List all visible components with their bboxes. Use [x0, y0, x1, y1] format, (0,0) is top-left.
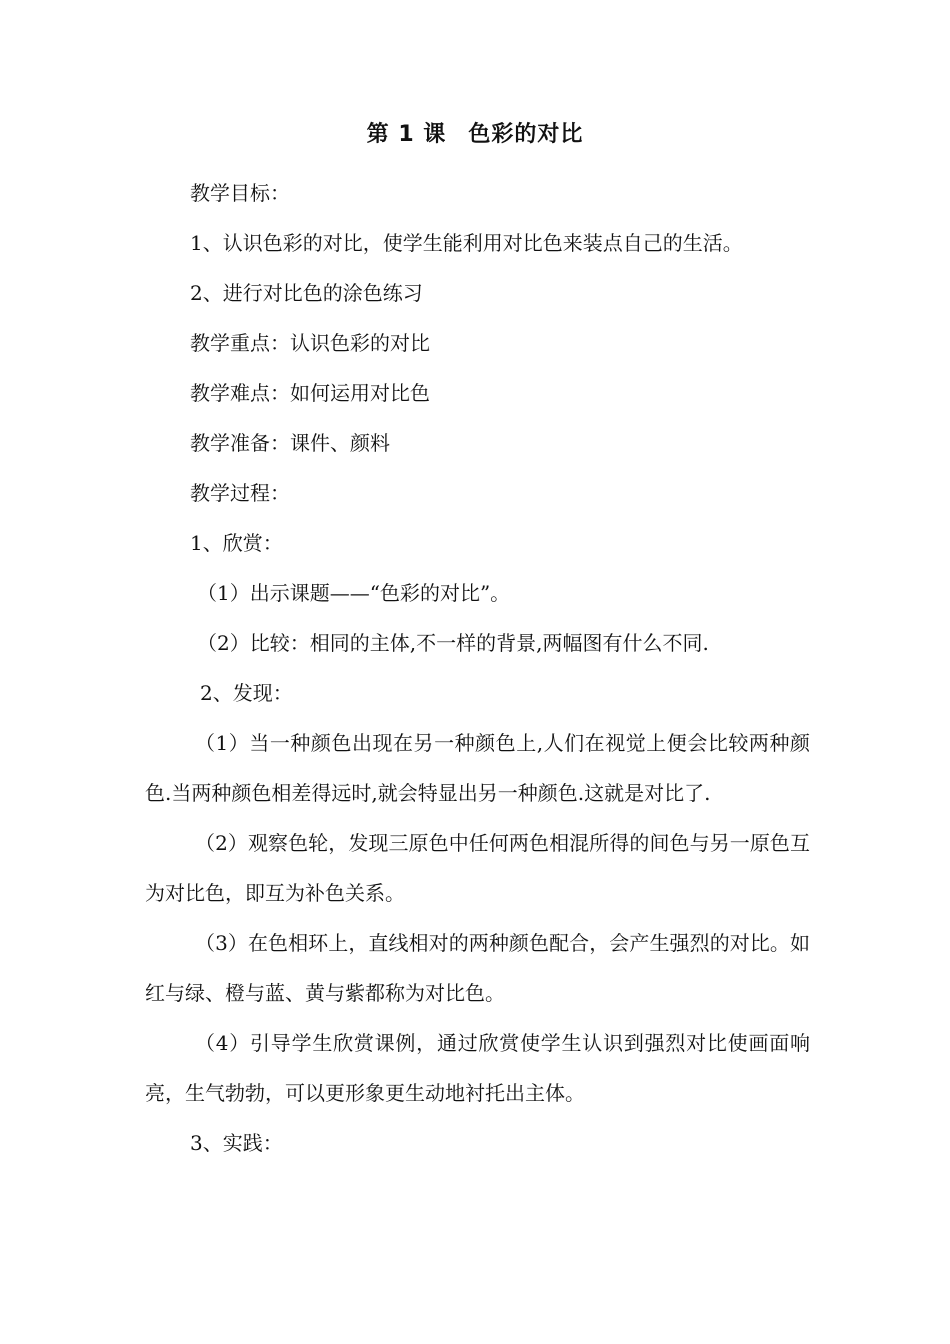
lesson-title	[0, 118, 950, 152]
paragraph-3: （3）在色相环上，直线相对的两种颜色配合，会产生强烈的对比。如红与绿、橙与蓝、黄与紫都称为对比色。	[145, 931, 810, 1005]
paragraph-2: （2）观察色轮，发现三原色中任何两色相混所得的间色与另一原色互为对比色，即互为补色关系。	[145, 831, 810, 905]
lesson-topic: 色彩的对比	[468, 122, 584, 147]
key-point: 教学重点：认识色彩的对比	[190, 331, 430, 355]
step-3-heading: 3、实践：	[190, 1131, 283, 1155]
step-2-heading: 2、发现：	[200, 681, 293, 705]
document-body	[145, 168, 810, 1168]
section-objectives-heading: 教学目标：	[190, 181, 290, 205]
objective-1: 1、认识色彩的对比，使学生能利用对比色来装点自己的生活。	[190, 231, 743, 255]
step-1-item-1: （1）出示课题——“色彩的对比”。	[197, 581, 511, 605]
step-1-item-2: （2）比较：相同的主体,不一样的背景,两幅图有什么不同.	[197, 631, 709, 655]
objective-2: 2、进行对比色的涂色练习	[190, 281, 423, 305]
paragraph-1: （1）当一种颜色出现在另一种颜色上,人们在视觉上便会比较两种颜色.当两种颜色相差得远时,就会特显出另一种颜色.这就是对比了.	[145, 731, 810, 805]
lesson-number: 第 1 课	[366, 122, 447, 147]
step-1-heading: 1、欣赏：	[190, 531, 283, 555]
difficult-point: 教学难点：如何运用对比色	[190, 381, 430, 405]
preparation: 教学准备：课件、颜料	[190, 431, 390, 455]
paragraph-4: （4）引导学生欣赏课例，通过欣赏使学生认识到强烈对比使画面响亮，生气勃勃，可以更形象更生动地衬托出主体。	[145, 1031, 810, 1105]
process-heading: 教学过程：	[190, 481, 290, 505]
